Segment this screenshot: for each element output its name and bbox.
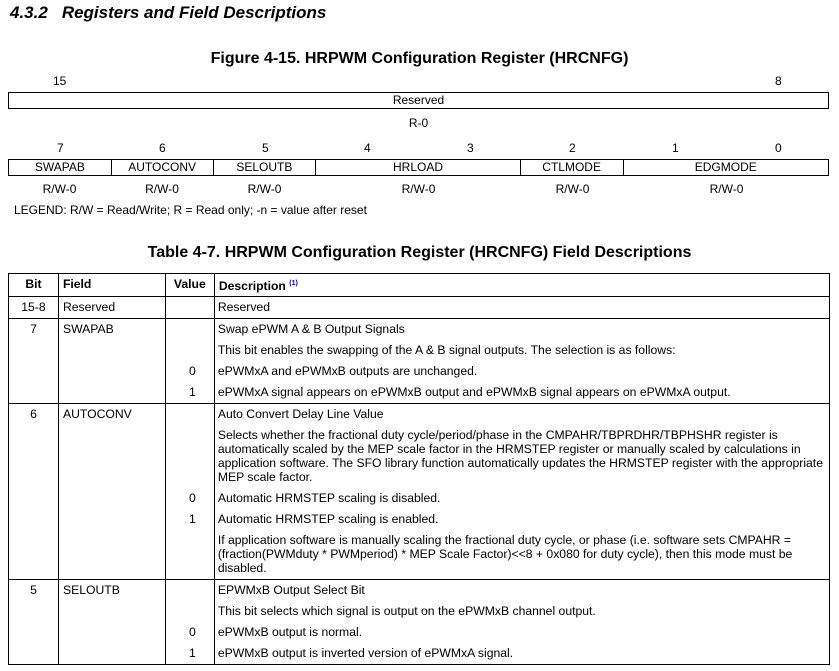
row-description: ePWMxA signal appears on ePWMxB output and ePWMxB signal appears on ePWMxA output. bbox=[214, 382, 829, 404]
row-description: Automatic HRMSTEP scaling is disabled. bbox=[214, 488, 829, 509]
row-bit: 5 bbox=[9, 580, 59, 665]
field-description-table bbox=[8, 273, 830, 665]
register-access-hrload: R/W-0 bbox=[401, 182, 436, 196]
register-field-hrload: HRLOAD bbox=[316, 160, 521, 175]
desc-note: If application software is manually scaling the fractional duty cycle, or phase (i.e. software sets CMPAHR = (fraction(PWMduty * PWMperiod) * MEP Scale Factor)<<8 + 0x080 for duty cycle), then this mode must be disabled. bbox=[217, 533, 793, 576]
row-description: Automatic HRMSTEP scaling is enabled. bbox=[214, 509, 829, 530]
row-value bbox=[165, 425, 214, 488]
bit-number-0: 0 bbox=[775, 141, 782, 155]
desc-title: Swap ePWM A & B Output Signals bbox=[217, 322, 405, 337]
footnote-marker: (1) bbox=[289, 280, 298, 287]
bit-number-8: 8 bbox=[775, 74, 782, 88]
register-row-lower bbox=[8, 159, 829, 176]
header-bit: Bit bbox=[9, 274, 59, 297]
register-field-swapab: SWAPAB bbox=[9, 160, 112, 175]
row-description bbox=[214, 530, 829, 580]
register-access-ctlmode: R/W-0 bbox=[555, 182, 590, 196]
row-field: SWAPAB bbox=[58, 319, 165, 404]
row-description bbox=[214, 601, 829, 622]
row-value: 0 bbox=[165, 488, 214, 509]
row-description bbox=[214, 425, 829, 488]
desc-intro: Selects whether the fractional duty cycle/period/phase in the CMPAHR/TBPRDHR/TBPHSHR register is automatically scaled by the MEP scale factor in the HRMSTEP register or manually scaled by calculations in application software. The SFO library function automatically updates the HRMSTEP register with the appropriate MEP scale factor. bbox=[217, 428, 823, 485]
bit-number-2: 2 bbox=[569, 141, 576, 155]
section-title: Registers and Field Descriptions bbox=[61, 3, 327, 22]
register-row-upper bbox=[8, 92, 829, 109]
register-field-ctlmode: CTLMODE bbox=[521, 160, 624, 175]
desc-title: EPWMxB Output Select Bit bbox=[217, 583, 365, 598]
register-access-swapab: R/W-0 bbox=[42, 182, 77, 196]
row-value: 0 bbox=[165, 361, 214, 382]
row-value bbox=[165, 580, 214, 602]
section-heading bbox=[10, 3, 326, 23]
desc-title: Auto Convert Delay Line Value bbox=[217, 407, 384, 422]
register-access-edgmode: R/W-0 bbox=[709, 182, 744, 196]
row-value bbox=[165, 340, 214, 361]
figure-title: Figure 4-15. HRPWM Configuration Register (HRCNFG) bbox=[210, 50, 629, 67]
register-access-seloutb: R/W-0 bbox=[247, 182, 282, 196]
header-field: Field bbox=[58, 274, 165, 297]
register-field-seloutb: SELOUTB bbox=[214, 160, 317, 175]
bit-number-6: 6 bbox=[159, 141, 166, 155]
bit-number-4: 4 bbox=[364, 141, 371, 155]
desc-intro: This bit enables the swapping of the A & B signal outputs. The selection is as follows: bbox=[217, 343, 676, 358]
register-access-upper: R-0 bbox=[408, 116, 429, 130]
bit-number-7: 7 bbox=[57, 141, 64, 155]
row-description bbox=[214, 340, 829, 361]
row-description bbox=[214, 580, 829, 602]
header-description bbox=[214, 274, 829, 297]
bit-number-1: 1 bbox=[672, 141, 679, 155]
row-value bbox=[165, 404, 214, 426]
row-value: 1 bbox=[165, 643, 214, 665]
row-description: ePWMxB output is inverted version of ePWMxA signal. bbox=[214, 643, 829, 665]
bit-number-5: 5 bbox=[262, 141, 269, 155]
table-row bbox=[9, 580, 830, 602]
row-description: ePWMxA and ePWMxB outputs are unchanged. bbox=[214, 361, 829, 382]
register-field-autoconv: AUTOCONV bbox=[112, 160, 214, 175]
register-legend: LEGEND: R/W = Read/Write; R = Read only; -n = value after reset bbox=[14, 203, 367, 217]
table-row bbox=[9, 404, 830, 426]
register-field-reserved: Reserved bbox=[392, 93, 445, 107]
row-bit: 6 bbox=[9, 404, 59, 580]
row-value bbox=[165, 319, 214, 341]
header-value: Value bbox=[165, 274, 214, 297]
table-row bbox=[9, 319, 830, 341]
row-field: Reserved bbox=[58, 297, 165, 319]
row-value bbox=[165, 297, 214, 319]
register-access-autoconv: R/W-0 bbox=[145, 182, 179, 196]
row-field: AUTOCONV bbox=[58, 404, 165, 580]
header-description-label: Description bbox=[218, 279, 286, 294]
row-value bbox=[165, 601, 214, 622]
desc-line: Reserved bbox=[217, 300, 270, 315]
register-field-edgmode: EDGMODE bbox=[694, 160, 757, 174]
bit-number-3: 3 bbox=[467, 141, 474, 155]
row-value: 1 bbox=[165, 509, 214, 530]
desc-intro: This bit selects which signal is output on the ePWMxB channel output. bbox=[217, 604, 596, 619]
row-description bbox=[214, 297, 829, 319]
bit-number-15: 15 bbox=[53, 74, 67, 88]
row-bit: 7 bbox=[9, 319, 59, 404]
row-description: ePWMxB output is normal. bbox=[214, 622, 829, 643]
table-row bbox=[9, 297, 830, 319]
row-bit: 15-8 bbox=[9, 297, 59, 319]
table-header-row bbox=[9, 274, 830, 297]
table-title: Table 4-7. HRPWM Configuration Register (HRCNFG) Field Descriptions bbox=[147, 244, 692, 261]
row-description bbox=[214, 404, 829, 426]
row-value: 0 bbox=[165, 622, 214, 643]
row-description bbox=[214, 319, 829, 341]
row-field: SELOUTB bbox=[58, 580, 165, 665]
row-value bbox=[165, 530, 214, 580]
row-value: 1 bbox=[165, 382, 214, 404]
section-number: 4.3.2 bbox=[10, 3, 48, 22]
